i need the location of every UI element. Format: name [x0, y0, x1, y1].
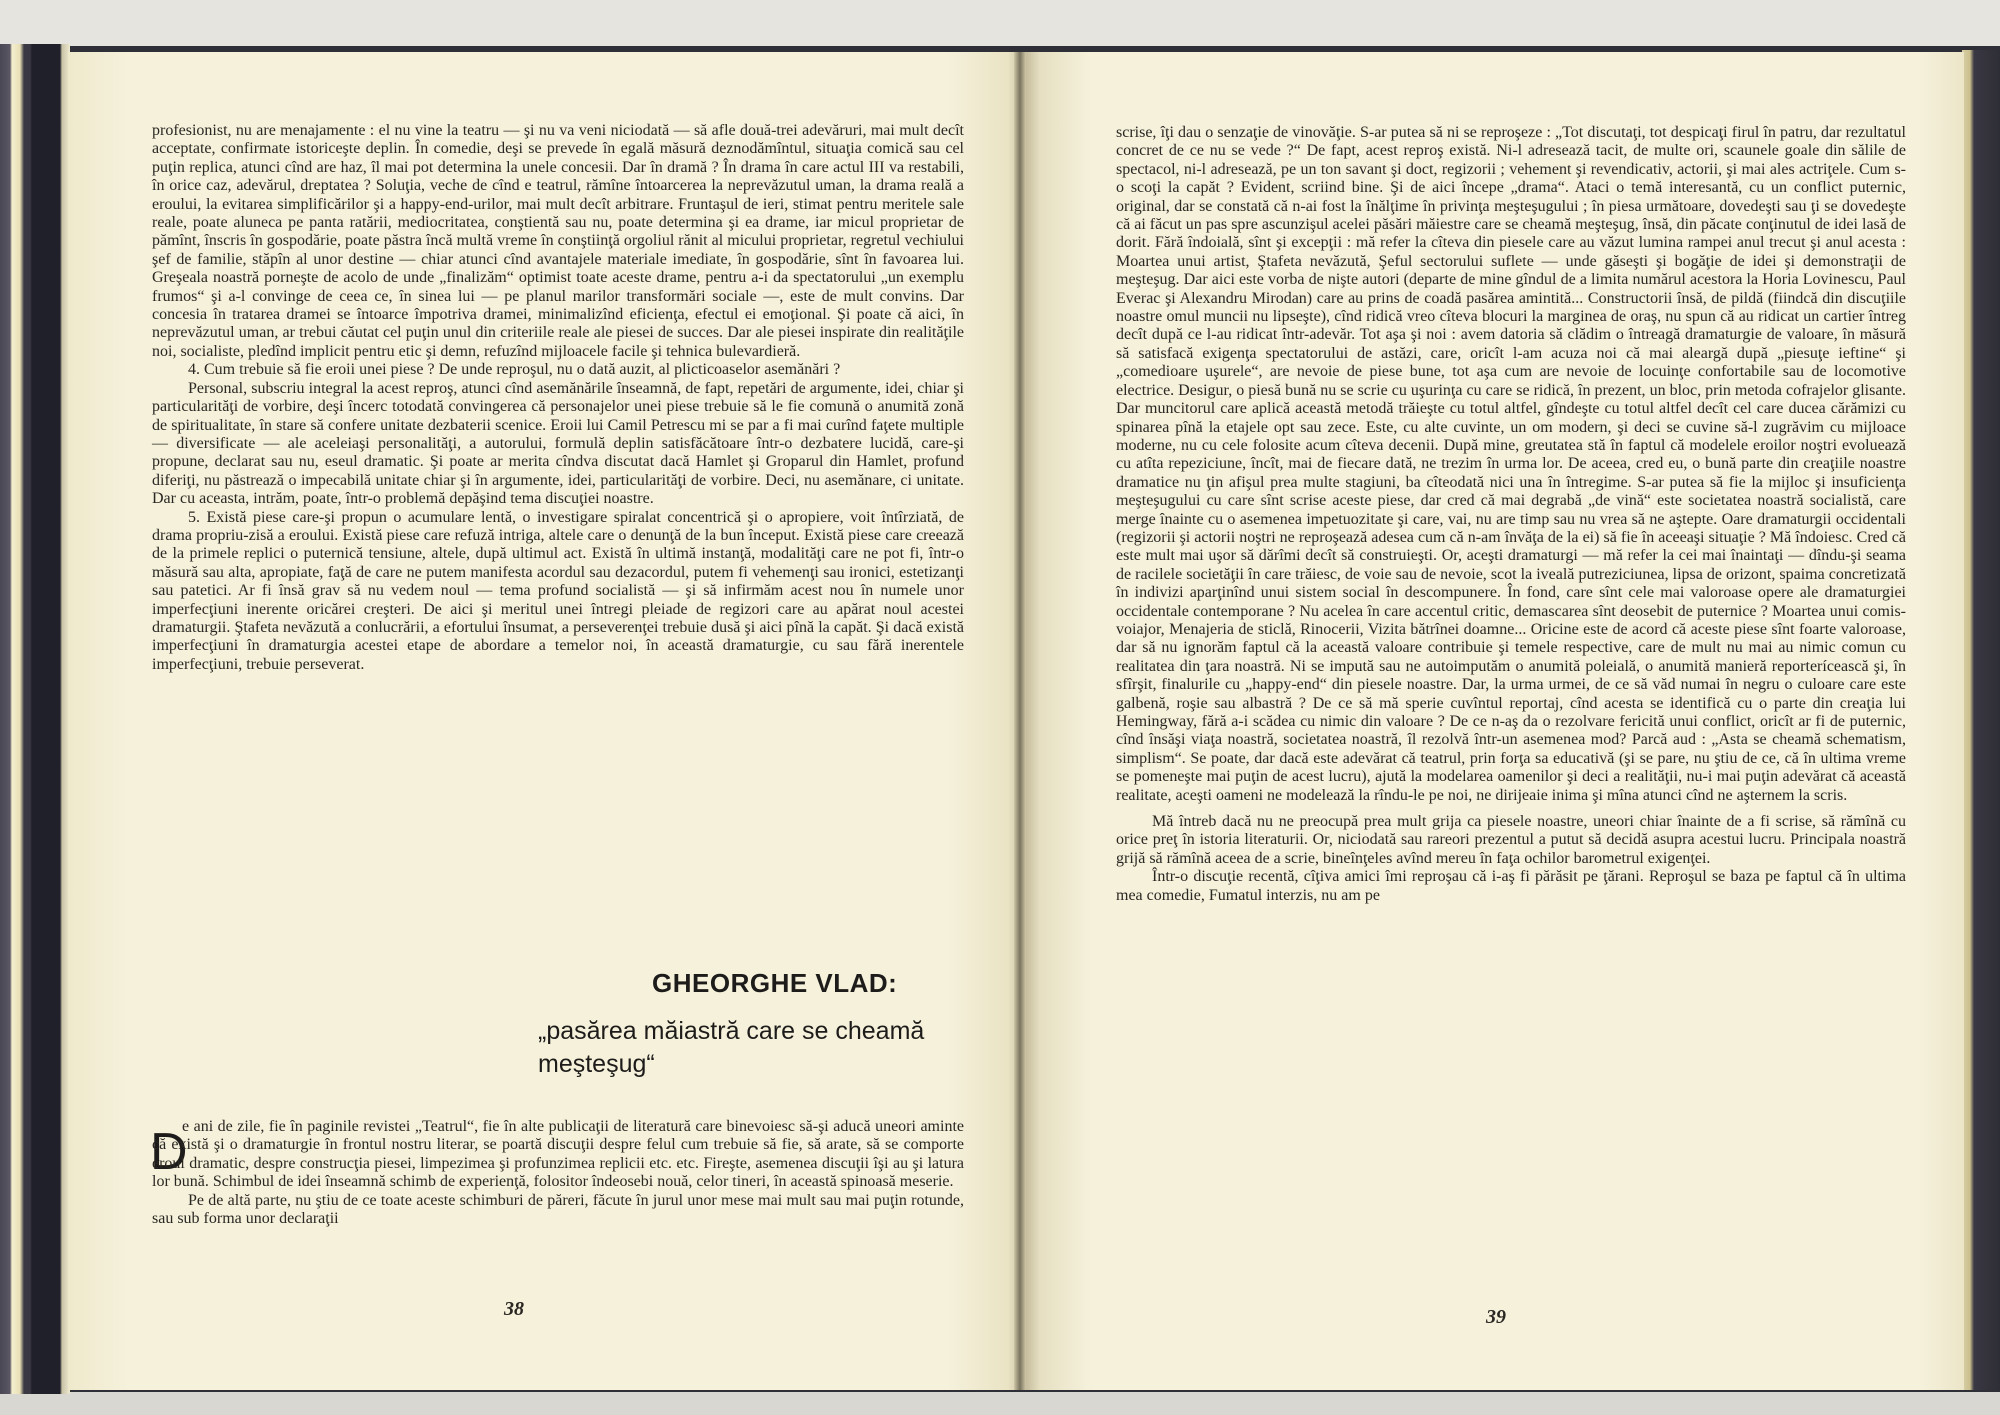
paragraph: scrise, îţi dau o senzaţie de vinovăţie. S-ar putea să ni se reproşeze : „Tot discutaţi, tot despicaţi firul în patru, dar rezultatul concret de ce nu se vede ?“ De fapt, acest reproş există. Ni-l adresează tacit, de multe ori, scaunele goale din sălile de spectacol, ni-l adresează, pe un ton savant şi doct, regizorii ; vehement şi revendicativ, actorii, şi mai ales actriţele. Cum s-o scoţi la capăt ? Evident, scriind bine. Şi de aici începe „drama“. Ataci o temă interesantă, cu un conflict puternic, original, dar se constată că n-ai fost la înălţime în privinţa meşteşugului ; în piesa următoare, dovedeşti sau ţi se dovedeşte că ai făcut un pas spre ascunzişul acelei păsări măiestre care se cheamă meşteşug, însă, din păcate conţinutul de idei lasă de dorit. Fără îndoială, sînt şi excepţii : mă refer la cîteva din piesele care au văzut lumina rampei anul trecut şi anul acesta : Moartea unui artist, Ştafeta nevăzută, Şeful sectorului suflete — unde găseşti şi bogăţie de idei şi demonstraţii de meşteşug. Dar aici este vorba de nişte autori (departe de mine gîndul de a limita numărul acestora la Horia Lovinescu, Paul Everac şi Alexandru Mirodan) care au prins de coadă pasărea amintită... Constructorii însă, de pildă (fiindcă din discuţiile noastre omul muncii nu lipseşte), cînd ridică vreo cîteva blocuri la marginea de oraş, nu spun că au ridicat un cartier întreg decît după ce l-au ridicat într-adevăr. Tot aşa şi noi : avem datoria să clădim o întreagă dramaturgie de valoare, în măsură să satisfacă exigenţa spectatorului de astăzi, care, oricît l-am acuza noi că mai aleargă după „piesuţe ieftine“ şi „comedioare uşurele“, are nevoie de piese bune, tot aşa cum are nevoie de locuinţe confortabile sau de locomotive electrice. Desigur, o piesă bună nu se scrie cu uşurinţa cu care se ridică, în prezent, un bloc, prin metoda cofrajelor glisante. Dar muncitorul care aplică această metodă trăieşte cu totul altfel, gîndeşte cu totul altfel decît cel care ducea cărămizi cu spinarea pînă la etajele opt sau zece. Este, cu alte cuvinte, un om modern, şi deci se cuvine să-l zugrăvim cu mijloace moderne, nu cu cele folosite acum cîteva decenii. După mine, greutatea stă în faptul că modelele eroilor noştri evoluează cu atîta repeziciune, încît, mai de fiecare dată, ne trezim în urma lor. De aceea, cred eu, o bună parte din creaţiile noastre dramatice nu ţin afişul prea multe stagiuni, ba cîteodată nici una în întregime. S-ar putea să fie la mijloc şi insuficienţa meşteşugului cu care sînt scrise aceste piese, dar cred că mai degrabă „de vină“ este societatea noastră socialistă, care merge înainte cu o asemenea impetuozitate şi care, vai, nu are timp sau nu vrea să ne aştepte. Oare dramaturgii occidentali (regizorii şi actorii noştri ne reproşează adesea cum că n-am învăţa de la ei) să fie în aceeaşi situaţie ? Mă îndoiesc. Cred că este mult mai uşor să dărîmi decît să construieşti. Or, aceşti dramaturgi — mă refer la cei mai înaintaţi — dîndu-şi seama de racilele societăţii în care trăiesc, de voie sau de nevoie, scot la iveală putreziciunea, lipsa de orizont, spaima concretizată în indivizi aparţinînd unui sistem social în descompunere. În fond, care sînt cele mai valoroase opere ale dramaturgiei occidentale contemporane ? Nu acelea în care accentul critic, demascarea sînt deosebit de puternice ? Moartea unui comis-voiajor, Menajeria de sticlă, Rinocerii, Vizita bătrînei doamne... Oricine este de acord că aceste piese sînt foarte valoroase, dar să nu ignorăm faptul că la această valoare contribuie şi temele respective, care de mult nu mai au nimic comun cu realitatea din ţara noastră. Ni se impută sau ne autoimputăm o anumită poleială, o anumită manieră reporterícească şi, în sfîrşit, finalurile cu „happy-end“ din piesele noastre. Dar, la urma urmei, de ce să văd numai în negru o culoare care este galbenă, roşie sau albastră ? De ce să mă sperie cuvîntul reportaj, cînd acesta se identifică cu o parte din creaţia lui Hemingway, fără a-i scădea cu nimic din valoare ? De ce n-aş da o rezolvare fericită unui conflict, oricît ar fi de puternic, cînd însăşi viaţa noastră, societatea noastră, îl rezolvă într-un asemenea mod? Parcă aud : „Asta se cheamă schematism, simplism“. Se poate, dar dacă este adevărat că teatrul, prin forţa sa educativă (şi se pare, nu ştiu de ce, că în ultima vreme se pomeneşte mai puţin de acest lucru), ajută la modelarea oamenilor şi deci a realităţii, nu-i mai puţin adevărat că această realitate, aceşti oameni ne modelează la rîndu-le pe noi, ne dirijeaie inima şi mîna atunci cînd ne aşternem la scris.	[1116, 124, 1906, 804]
left-column-top	[152, 122, 964, 674]
article-subtitle: „pasărea măiastră care se cheamă meşteşug“	[538, 1017, 925, 1078]
article-author: GHEORGHE VLAD:	[652, 968, 898, 998]
paragraph: Personal, subscriu integral la acest reproş, atunci cînd asemănările înseamnă, de fapt, repetări de argumente, idei, chiar şi particularităţi de vorbire, deşi încerc totodată convingerea că personajelor unei piese trebuie să le fie comună o anumită zonă de spiritualitate, în stare să confere unitate dezbaterii scenice. Eroii lui Camil Petrescu mi se par a fi mai curînd faţete multiple — diversificate — ale aceleiaşi personalităţi, a autorului, formulă deplin satisfăcătoare într-o dezbatere lucidă, care-şi propune, declarat sau nu, eseul dramatic. Şi poate ar merita cîndva discutat dacă Hamlet şi Groparul din Hamlet, profund diferiţi, nu păstrează o impecabilă unitate chiar şi în argumente, idei, particularităţi de vorbire. Deci, nu asemănare, ci unitate. Dar cu aceasta, intrăm, poate, într-o problemă depăşind tema discuţiei noastre.	[152, 379, 964, 508]
paragraph: 4. Cum trebuie să fie eroii unei piese ? De unde reproşul, nu o dată auzit, al plicticoaselor asemănări ?	[188, 361, 841, 379]
book-gutter	[1014, 52, 1026, 1390]
page-number-right: 39	[1486, 1306, 1506, 1328]
left-page	[68, 52, 1024, 1390]
right-page	[1020, 52, 1964, 1390]
book-cover-edge-right	[1962, 50, 2000, 1390]
page-number-left: 38	[504, 1298, 524, 1320]
left-column-bottom	[152, 1118, 964, 1228]
paragraph: 5. Există piese care-şi propun o acumulare lentă, o investigare spiralat concentrică şi o apropiere, voit întîrziată, de drama propriu-zisă a eroului. Există piese care refuză intriga, altele care o denunţă de la bun început. Există piese care creează de la primele replici o puternică tensiune, altele, după ultimul act. Există în ultimă instanţă, modalităţi care ne pot fi, într-o măsură sau alta, apropiate, faţă de care ne putem manifesta acordul sau dezacordul, putem fi vehemenţi sau ironici, estetizanţi sau patetici. Ar fi însă grav să nu vedem noul — tema profund socialistă — şi să infirmăm acest nou în numele unor imperfecţiuni inerente oricărei creşteri. De aici şi meritul unei întregi pleiade de regizori care au apărat noul acestei dramaturgii. Ştafeta nevăzută a conlucrării, a efortului însumat, a perseverenţei trebuie dusă şi aici pînă la capăt. Şi dacă există imperfecţiuni în dramaturgia acestei etape de abordare a temelor noi, în această dramaturgie, cu sau fără inerentele imperfecţiuni, trebuie perseverat.	[152, 508, 964, 673]
paragraph: Pe de altă parte, nu ştiu de ce toate aceste schimburi de păreri, făcute în jurul unor mese mai mult sau mai puţin rotunde, sau sub forma unor declaraţii	[152, 1191, 964, 1228]
paragraph: Într-o discuţie recentă, cîţiva amici îmi reproşau că i-aş fi părăsit pe ţărani. Reproşul se baza pe faptul că în ultima mea comedie, Fumatul interzis, nu am pe	[1116, 868, 1906, 904]
drop-cap: D	[150, 1123, 188, 1181]
paragraph: Mă întreb dacă nu ne preocupă prea mult grija ca piesele noastre, uneori chiar înainte de a fi scrise, să rămînă cu orice preţ în istoria literaturii. Or, niciodată sau rareori prezentul a putut să decidă asupra acestui lucru. Principala noastră grijă să rămînă aceea de a scrie, bineînţeles avînd mereu în faţa ochilor barometrul exigenţei.	[1116, 813, 1906, 867]
book-cover-edge-left	[0, 44, 70, 1394]
paragraph: profesionist, nu are menajamente : el nu vine la teatru — şi nu va veni niciodată — să afle două-trei adevăruri, mai mult decît acceptate, confirmate istoriceşte deplin. În comedie, deşi se prevede în egală măsură deznodămîntul, situaţia comică sau cel puţin replica, atunci cînd are haz, îl mai pot determina la unele concesii. Dar în dramă ? În drama în care actul III va restabili, în orice caz, adevărul, dreptatea ? Soluţia, veche de cînd e teatrul, rămîne întoarcerea la neprevăzutul uman, la drama reală a eroului, la evitarea simplificărilor şi a happy-end-urilor, mai mult decît arbitrare. Fruntaşul de ieri, stimat pentru meritele sale reale, poate aluneca pe panta ratării, mediocritatea, conştientă sau nu, poate determina şi ea drame, iar micul proprietar de pămînt, înscris în gospodărie, poate păstra încă multă vreme în conştiinţă orgoliul rănit al micului proprietar, regretul vechiului şef de familie, stăpîn al unor destine — chiar atunci cînd avantajele materiale imediate, în gospodărie, sînt în favoarea lui. Greşeala noastră porneşte de acolo de unde „finalizăm“ optimist toate aceste drame, pentru a-i da spectatorului „un exemplu frumos“ şi a-l convinge de ceea ce, în sinea lui — pe planul marilor transformări sociale —, este de mult convins. Dar concesia în tratarea dramei se întoarce împotriva dramei, minimalizînd eficienţa, efectul ei emoţional. Şi poate că aici, în neprevăzutul uman, ar trebui căutat cel puţin unul din criteriile reale ale piesei de succes. Dar ale piesei inspirate din realităţile noi, socialiste, pledînd implicit pentru etic şi demn, refuzînd mijloacele facile şi tehnica bulevardieră.	[152, 122, 964, 360]
right-column	[1116, 124, 1906, 905]
paragraph: e ani de zile, fie în paginile revistei „Teatrul“, fie în alte publicaţii de literatură care binevoiesc să-şi aducă uneori aminte că există şi o dramaturgie în frontul nostru literar, se poartă discuţii despre felul cum trebuie să fie, să arate, să se comporte eroul dramatic, despre construcţia piesei, limpezimea şi profunzimea replicii etc. etc. Fireşte, asemenea discuţii îşi au şi latura lor bună. Schimbul de idei înseamnă schimb de experienţă, folositor îndeosebi nouă, celor tineri, în această spinoasă meserie.	[152, 1118, 964, 1191]
